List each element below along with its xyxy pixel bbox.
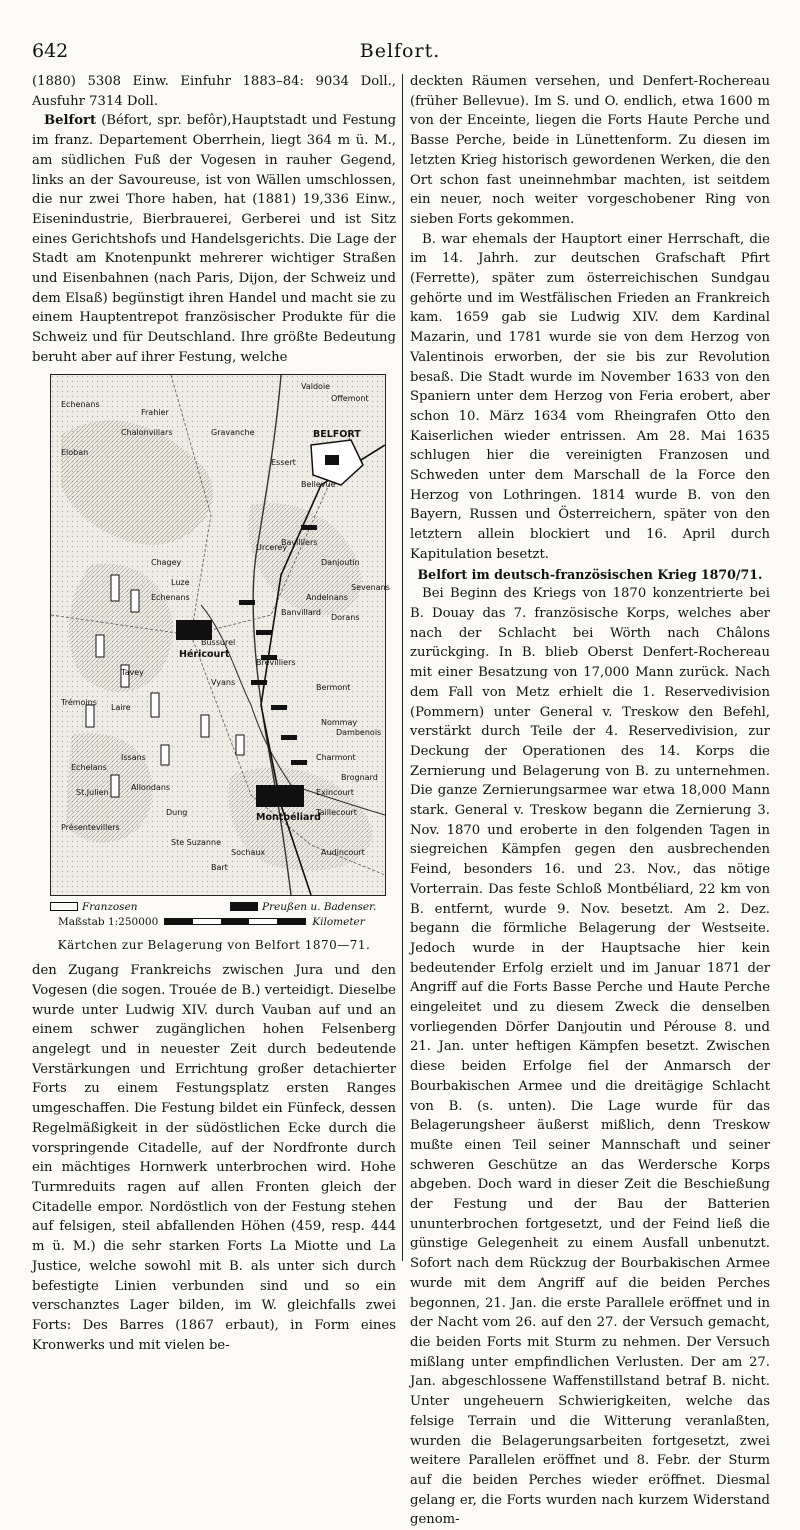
map-legend — [50, 900, 384, 932]
running-title: Belfort. — [359, 40, 441, 62]
siege-map-figure — [32, 374, 396, 956]
map-place-label: Sevenans — [351, 582, 390, 592]
map-place-label: Issans — [121, 752, 146, 762]
map-place-label: Frahier — [141, 407, 169, 417]
legend-french — [50, 900, 138, 914]
prev-entry-tail: (1880) 5308 Einw. Einfuhr 1883–84: 9034 Doll., Ausfuhr 7314 Doll. — [32, 74, 396, 109]
map-caption: Kärtchen zur Belagerung von Belfort 1870—71. — [57, 937, 371, 952]
map-place-label: Ste Suzanne — [171, 837, 221, 847]
siege-map — [50, 374, 390, 896]
map-place-label: Urcerey — [256, 542, 288, 552]
map-place-label: Bellevue — [301, 479, 336, 489]
map-place-label: Brognard — [341, 772, 378, 782]
map-place-label: Echenans — [61, 399, 100, 409]
map-place-label: Luze — [171, 577, 190, 587]
scale-unit: Kilometer — [312, 915, 365, 928]
map-place-label: Eloban — [61, 447, 89, 457]
map-place-label: Echenans — [151, 592, 190, 602]
map-place-label: Andelnans — [306, 592, 348, 602]
map-scale — [58, 915, 365, 929]
map-place-label: Tavey — [121, 667, 144, 677]
map-place-label: Danjoutin — [321, 557, 360, 567]
page-header — [32, 40, 768, 70]
map-place-label: Dambenois — [336, 727, 382, 737]
legend-french-swatch — [50, 902, 78, 911]
entry-belfort-fortress: den Zugang Frankreichs zwischen Jura und den Vogesen (die sogen. Trouée de B.) verteidigt. Dieselbe wurde unter Ludwig XIV. durch Vauban auf und an einem schwer zugänglichen hohen Felsenberg angelegt und in neuester Zeit durch bedeutende Verstärkungen und Errichtung großer detachierter Forts zu einem Festungsplatz ersten Ranges umgeschaffen. Die Festung bildet ein Fünfeck, dessen Regelmäßigkeit in der südöstlichen Ecke durch die vorspringende Citadelle, auf der Nordfronte durch ein mächtiges Hornwerk unterbrochen wird. Hohe Turmreduits ragen auf allen Fronten gleich der Citadelle empor. Nordöstlich von der Festung stehen auf felsigen, steil abfallenden Höhen (459, resp. 444 m ü. M.) die sehr starken Forts La Miotte und La Justice, welche sowohl mit B. als unter sich durch befestigte Linien verbunden sind und so ein verschanztes Lager bilden, im W. gleichfalls zwei Forts: Des Barres (1867 erbaut), in Form eines Kronwerks und mit vielen be- — [32, 963, 396, 1353]
entry-pronunciation: (Béfort, spr. befôr), — [96, 113, 232, 129]
map-place-label: Allondans — [131, 782, 171, 792]
column-divider — [402, 74, 403, 1261]
map-place-label: Nommay — [321, 717, 358, 727]
page-number: 642 — [32, 40, 69, 62]
map-place-label: Présentevillers — [61, 822, 120, 832]
legend-german-label: Preußen u. Badenser. — [262, 900, 377, 913]
map-place-label: Trémoins — [61, 697, 97, 707]
entry-belfort-intro — [32, 111, 396, 367]
map-place-label: Vyans — [211, 677, 236, 687]
map-place-label: Gravanche — [211, 427, 255, 437]
map-place-label: Taillecourt — [316, 807, 357, 817]
legend-french-label: Franzosen — [82, 900, 138, 913]
entry-body: Hauptstadt und Festung im franz. Departement Oberrhein, liegt 364 m ü. M., am südlichen Fuß der Vogesen in rauher Gegend, links an der Savoureuse, ist von Wällen umschlossen, die nur zwei Thore haben, hat (1881) 19,336 Einw., Eisenindustrie, Bierbrauerei, Gerberei und ist Sitz eines Gerichtshofs und Handelsgerichts. Die Lage der Stadt am Knotenpunkt mehrerer wichtiger Straßen und Eisenbahnen (nach Paris, Dijon, der Schweiz und dem Elsaß) begünstigt ihren Handel und macht sie zu einem Hauptentrepot französischer Produkte für die Schweiz und für Deutschland. Ihre größte Bedeutung beruht aber auf ihrer Festung, welche — [32, 113, 397, 365]
map-place-label: Bermont — [316, 682, 351, 692]
entry-history: B. war ehemals der Hauptort einer Herrschaft, die im 14. Jahrh. zur deutschen Grafschaft Pfirt (Ferrette), später zum österreichischen Sundgau gehörte und im Westfälischen Frieden an Frankreich kam. 1659 gab sie Ludwig XIV. dem Kardinal Mazarin, und 1781 wurde sie von dem Herzog von Valentinois erworben, der sie bis zur Revolution besaß. Die Stadt wurde im November 1633 von den Spaniern unter dem Herzog von Feria erobert, aber schon 10. März 1634 vom Rheingrafen Otto den Kaiserlichen wieder entrissen. Am 28. Mai 1635 schlugen hier die vereinigten Franzosen und Schweden unter dem Marschall de la Force den Herzog von Lothringen. 1814 wurde B. von den Bayern, Russen und Österreichern, später von den letztern allein blockiert und 16. April durch Kapitulation besetzt. — [410, 231, 770, 562]
entry-headword: Belfort — [44, 113, 97, 129]
map-place-label: Sochaux — [231, 847, 266, 857]
map-place-label: Exincourt — [316, 787, 354, 797]
map-place-label: Offemont — [331, 393, 369, 403]
map-place-label: Brevilliers — [256, 657, 296, 667]
map-place-label: Valdoie — [301, 381, 331, 391]
entry-war-1870: Bei Beginn des Kriegs von 1870 konzentrierte bei B. Douay das 7. französische Korps, welches aber nach der Schlacht bei Wörth nach Châlons zurückging. In B. blieb Oberst Denfert-Rochereau mit einer Besatzung von 17,000 Mann zurück. Nach dem Fall von Metz erhielt die 1. Reservedivision (Pommern) unter General v. Treskow den Befehl, verstärkt durch Teile der 4. Reservedivision, zur Deckung der Operationen des 14. Korps die Zernierung und Belagerung von B. zu unternehmen. Die ganze Zernierungsarmee war etwa 18,000 Mann stark. General v. Treskow begann die Zernierung 3. Nov. 1870 und eroberte in den folgenden Tagen in siegreichen Kämpfen gegen den ausbrechenden Feind, besonders 16. und 23. Nov., das nötige Vorterrain. Das feste Schloß Montbéliard, 22 km von B. entfernt, wurde 9. Nov. besetzt. Am 2. Dez. begann die förmliche Belagerung der Westseite. Jedoch wurde in der Hauptsache hier kein bedeutender Erfolg erzielt und im Januar 1871 der Angriff auf die Forts Basse Perche und Haute Perche eingeleitet und zu diesem Zweck die denselben vorliegenden Dörfer Danjoutin und Pérouse 8. und 21. Jan. unter heftigen Kämpfen besetzt. Zwischen diese beiden Erfolge fiel der Anmarsch der Bourbakischen Armee und die dreitägige Schlacht von B. (s. unten). Die Lage wurde für das Belagerungsheer äußerst mißlich, denn Treskow mußte einen Teil seiner Mannschaft und seiner schweren Geschütze an das Werdersche Korps abgeben. Doch ward in dieser Zeit die Beschießung der Festung und der Bau der Batterien ununterbrochen fortgesetzt, und der Feind ließ die günstige Gelegenheit zu einem Ausfall unbenutzt. Sofort nach dem Rückzug der Bourbakischen Armee wurde mit dem Angriff auf die beiden Perches begonnen, 21. Jan. die erste Parallele eröffnet und in der Nacht vom 26. auf den 27. der Versuch gemacht, die beiden Forts mit Sturm zu nehmen. Der Versuch mißlang unter empfindlichen Verlusten. Der am 27. Jan. abgeschlossene Waffenstillstand betraf B. nicht. Unter ungeheuern Schwierigkeiten, welche das felsige Terrain und die Witterung veranlaßten, wurden die Belagerungsarbeiten fortgesetzt, zwei weitere Parallelen eröffnet und 8. Febr. der Sturm auf die beiden Perches wieder eröffnet. Diesmal gelang er, die Forts wurden nach kurzem Widerstand genom- — [410, 586, 770, 1528]
map-place-label: Bussurel — [201, 637, 236, 647]
map-place-label: Dorans — [331, 612, 360, 622]
legend-german — [230, 900, 376, 914]
map-place-label: Héricourt — [179, 648, 230, 660]
map-place-label: Banvillard — [281, 607, 321, 617]
left-column — [32, 72, 396, 1355]
map-place-label: Essert — [271, 457, 296, 467]
map-place-label: Chagey — [151, 557, 182, 567]
map-place-label: St.Julien — [76, 787, 109, 797]
scale-bar — [164, 918, 306, 925]
map-labels — [51, 375, 390, 895]
map-place-label: Chalonvillars — [121, 427, 173, 437]
map-place-label: Bavilliers — [281, 537, 318, 547]
map-place-label: Audincourt — [321, 847, 365, 857]
map-place-label: Charmont — [316, 752, 356, 762]
map-place-label: BELFORT — [313, 428, 361, 440]
map-place-label: Dung — [166, 807, 188, 817]
map-place-label: Laire — [111, 702, 131, 712]
right-column — [410, 72, 770, 1530]
section-title: Belfort im deutsch-französischen Krieg 1870/71. — [417, 566, 763, 582]
entry-forts: deckten Räumen versehen, und Denfert-Rochereau (früher Bellevue). Im S. und O. endlich, etwa 1600 m von der Enceinte, liegen die Forts Haute Perche und Basse Perche, beide in Lünettenform. Zu diesen im letzten Krieg historisch gewordenen Werken, die den Ort schon fast uneinnehmbar machten, ist seitdem ein neuer, noch weiter vorgeschobener Ring von sieben Forts gekommen. — [410, 74, 770, 227]
map-place-label: Echelans — [71, 762, 107, 772]
map-place-label: Bart — [211, 862, 228, 872]
scale-label: Maßstab 1:250000 — [58, 915, 159, 928]
legend-german-swatch — [230, 902, 258, 911]
map-place-label: Montbéliard — [256, 811, 321, 823]
